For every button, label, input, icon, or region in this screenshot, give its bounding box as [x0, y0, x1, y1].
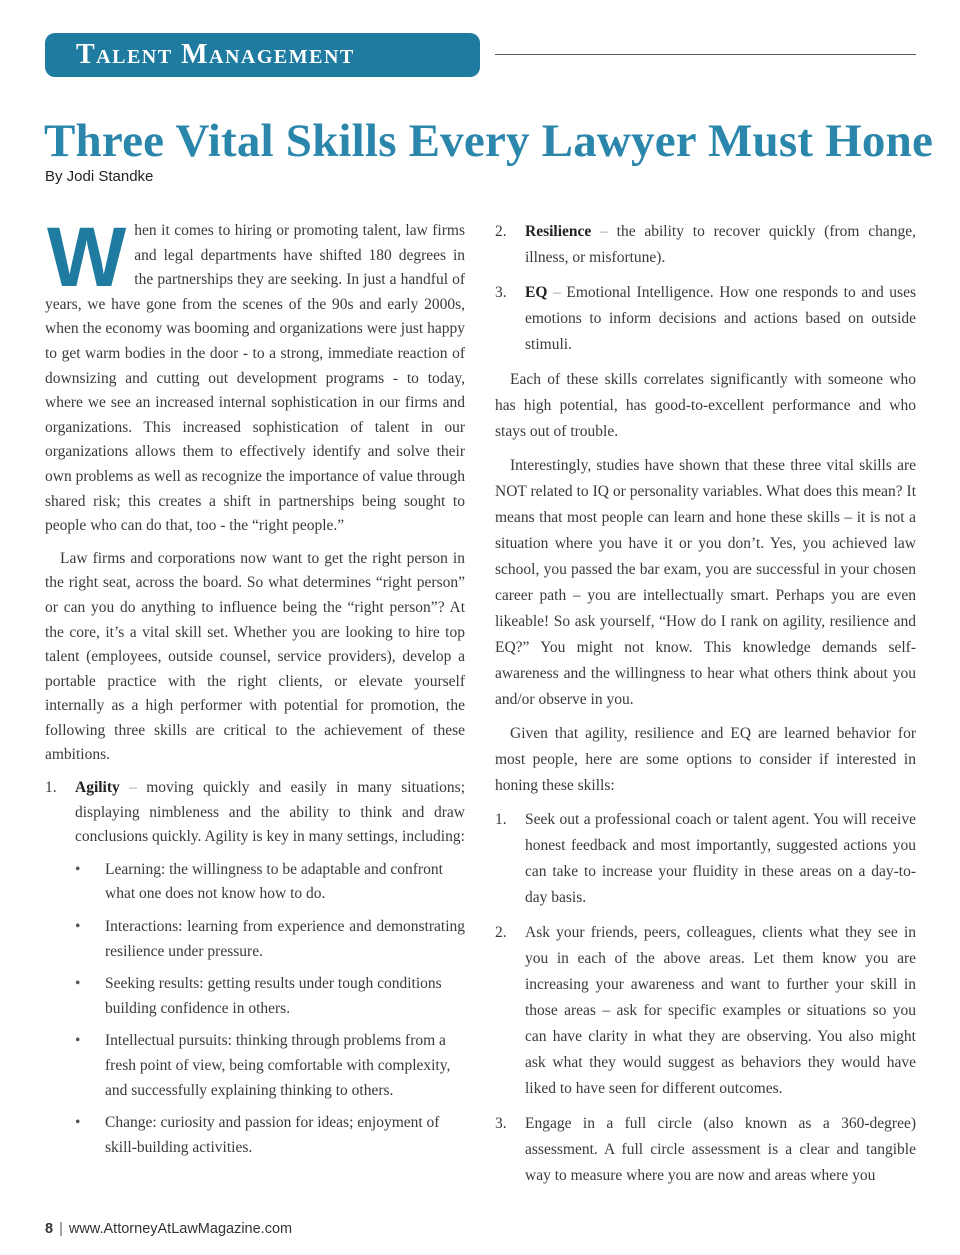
- right-column: [495, 219, 916, 1198]
- intro-paragraph: [45, 210, 465, 539]
- list-number: 3.: [495, 1115, 507, 1132]
- footer-url: www.AttorneyAtLawMagazine.com: [68, 1221, 293, 1237]
- dash: –: [553, 284, 561, 301]
- paragraph-given: Given that agility, resilience and EQ are learned behavior for most people, here are some options to consider if interested in honing these skills:: [495, 725, 916, 794]
- list-item-text: Seeking results: getting results under tough conditions building confidence in others.: [105, 975, 442, 1017]
- option-item: [495, 1111, 916, 1189]
- paragraph-correlates: Each of these skills correlates significantly with someone who has high potential, has good-to-excellent performance and who stays out of trouble.: [495, 371, 916, 440]
- options-list: [495, 807, 916, 1189]
- option-text: Ask your friends, peers, colleagues, clients what they see in you in each of the above areas. Let them know you are increasing your awareness and want to further your skill in those areas – ask for specific examples or situations so you can have clarity in what they are observing. You also might ask what they would suggest as behaviors they would have liked to have seen for different outcomes.: [525, 924, 916, 1097]
- option-text: Engage in a full circle (also known as a 360-degree) assessment. A full circle assessment is a clear and tangible way to measure where you are now and areas where you: [525, 1115, 916, 1184]
- skill-item-agility: [45, 776, 465, 1160]
- list-item-text: Intellectual pursuits: thinking through problems from a fresh point of view, being comfortable with complexity, and successfully explaining thinking to others.: [105, 1032, 451, 1099]
- skills-list-continued: [495, 219, 916, 358]
- paragraph-right-person: Law firms and corporations now want to get the right person in the right seat, across the board. So what determines “right person” or can you do anything to influence being the “right person”? At the core, it’s a vital skill set. Whether you are looking to hire top talent (employees, outside counsel, service providers), develop a portable practice with the right clients, or elevate yourself internally as a high performer with potential for promotion, the following three skills are critical to the achievement of these ambitions.: [45, 549, 465, 764]
- skill-item-resilience: [495, 219, 916, 271]
- dash: –: [600, 223, 608, 240]
- skill-term: Resilience: [525, 223, 592, 240]
- byline: By Jodi Standke: [45, 168, 154, 185]
- list-number: 2.: [495, 924, 507, 941]
- page-number: 8: [45, 1221, 54, 1237]
- dash: –: [129, 779, 137, 797]
- skill-term: Agility: [75, 779, 120, 797]
- page-footer: [45, 1219, 292, 1239]
- bullet-icon: •: [75, 918, 81, 936]
- skill-term: EQ: [525, 284, 548, 301]
- paragraph-interestingly: Interestingly, studies have shown that these three vital skills are NOT related to IQ or personality variables. What does this mean? It means that most people can learn and hone these skills – it is not a situation where you have it or you don’t. Yes, you achieved law school, you passed the bar exam, you are successful in your chosen career path – you are intellectually smart. Perhaps you are even likeable! So ask yourself, “How do I rank on agility, resilience and EQ?” You might not know. This knowledge demands self-awareness and the willingness to hear what others think about you and/or observe in you.: [495, 457, 916, 708]
- footer-separator: |: [59, 1221, 63, 1237]
- bullet-icon: •: [75, 1114, 81, 1132]
- bullet-icon: •: [75, 1032, 81, 1050]
- agility-settings-list: [75, 858, 465, 1161]
- list-number: 3.: [495, 284, 507, 301]
- list-item: [75, 972, 465, 1021]
- list-item-text: Interactions: learning from experience and demonstrating resilience under pressure.: [105, 918, 465, 960]
- list-item-text: Change: curiosity and passion for ideas; enjoyment of skill-building activities.: [105, 1114, 440, 1156]
- list-number: 1.: [45, 779, 57, 797]
- option-text: Seek out a professional coach or talent agent. You will receive honest feedback and most importantly, suggested actions you can take to increase your fluidity in these areas on a day-to-day basis.: [525, 811, 916, 906]
- section-label: Talent Management: [76, 39, 355, 70]
- option-item: [495, 920, 916, 1102]
- list-number: 2.: [495, 223, 507, 240]
- section-tab: [45, 33, 480, 77]
- list-item: [75, 858, 465, 907]
- left-column: [45, 210, 466, 1168]
- list-item: [75, 1029, 465, 1103]
- skill-description: moving quickly and easily in many situations; displaying nimbleness and the ability to think and draw conclusions quickly. Agility is key in many settings, including:: [75, 779, 466, 846]
- article-title: Three Vital Skills Every Lawyer Must Hone: [44, 115, 934, 167]
- list-number: 1.: [495, 811, 507, 828]
- skill-description: Emotional Intelligence. How one responds to and uses emotions to inform decisions and actions based on outside stimuli.: [525, 284, 916, 353]
- skills-list: [45, 776, 465, 1160]
- intro-text: hen it comes to hiring or promoting talent, law firms and legal departments have shifted 180 degrees in the partnerships they are seeking. In just a handful of years, we have gone from the scenes of the 90s and early 2000s, when the economy was booming and organizations were just happy to get warm bodies in the door - to a strong, immediate reaction of downsizing and cutting out development programs - to today, where we see an increased internal sophistication in our firms and organizations. This increased sophistication of talent in our organizations allows them to effectively identify and solve their own problems as well as recognize the importance of value through shared risk; this creates a shift in partnerships being sought to people who can do that, too - the “right people.”: [45, 222, 465, 535]
- bullet-icon: •: [75, 860, 81, 878]
- list-item-text: Learning: the willingness to be adaptable and confront what one does not know how to do.: [105, 860, 443, 903]
- option-item: [495, 807, 916, 911]
- list-item: [75, 1111, 465, 1160]
- header-divider: [495, 54, 916, 55]
- skill-description: the ability to recover quickly (from change, illness, or misfortune).: [525, 223, 917, 266]
- bullet-icon: •: [75, 975, 81, 993]
- drop-cap: W: [47, 210, 127, 304]
- list-item: [75, 915, 465, 964]
- skill-item-eq: [495, 280, 916, 358]
